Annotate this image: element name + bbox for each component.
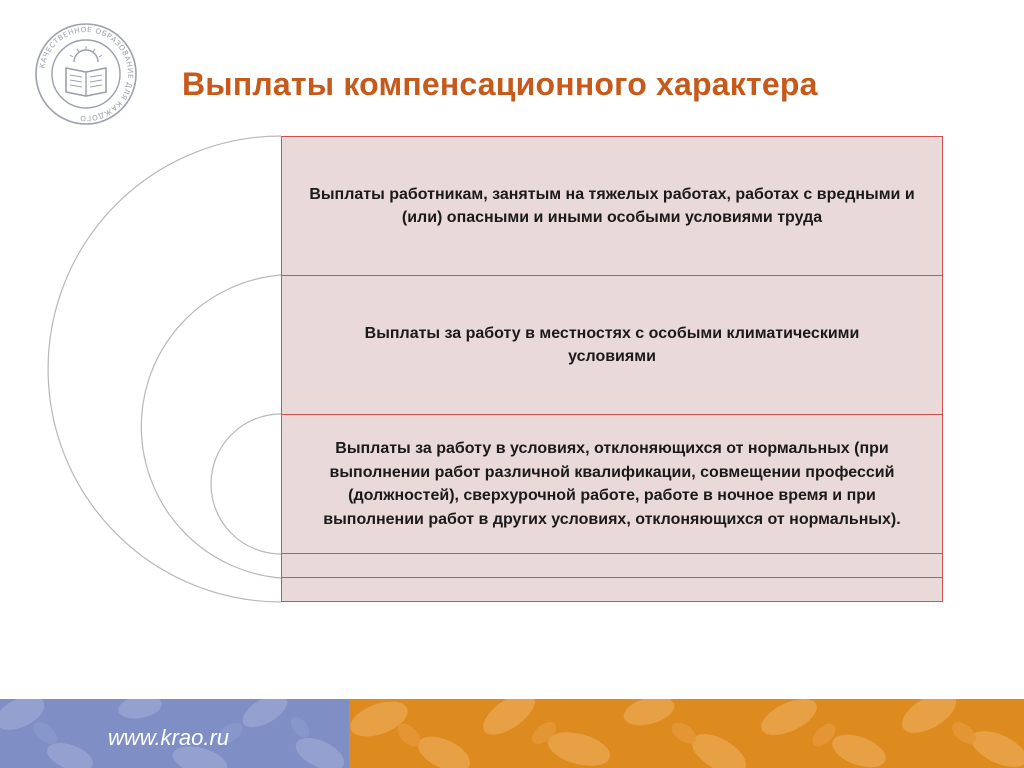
box-text: Выплаты за работу в условиях, отклоняющихся от нормальных (при выполнении работ различной квалификации, совмещении профессий (должностей), сверхурочной работе, работе в ночное время и при выполнении работ в других условиях, отклоняющихся от нормальных). bbox=[323, 440, 901, 528]
footer-left-panel bbox=[0, 699, 349, 768]
site-url[interactable]: www.krao.ru bbox=[108, 725, 230, 750]
diagram-box-harmful-conditions bbox=[281, 136, 943, 276]
oak-leaf-pattern bbox=[349, 699, 1024, 768]
diagram-box-abnormal-conditions bbox=[281, 414, 943, 554]
box-text: Выплаты работникам, занятым на тяжелых работах, работах с вредными и (или) опасными и иными особыми условиями труда bbox=[309, 185, 915, 226]
inner-arc bbox=[211, 414, 281, 554]
outer-arc bbox=[48, 136, 281, 602]
page-title: Выплаты компенсационного характера bbox=[182, 66, 818, 102]
box-text: Выплаты за работу в местностях с особыми климатическими условиями bbox=[364, 324, 860, 365]
diagram-box-climate-conditions bbox=[281, 275, 943, 415]
footer bbox=[0, 699, 1024, 768]
svg-text:КАЧЕСТВЕННОЕ ОБРАЗОВАНИЕ ДЛЯ К: КАЧЕСТВЕННОЕ ОБРАЗОВАНИЕ ДЛЯ КАЖДОГО bbox=[37, 24, 136, 124]
diagram-band-middle bbox=[281, 553, 943, 578]
middle-arc bbox=[141, 275, 281, 578]
diagram-band-outer bbox=[281, 577, 943, 602]
footer-right-panel bbox=[349, 699, 1024, 768]
